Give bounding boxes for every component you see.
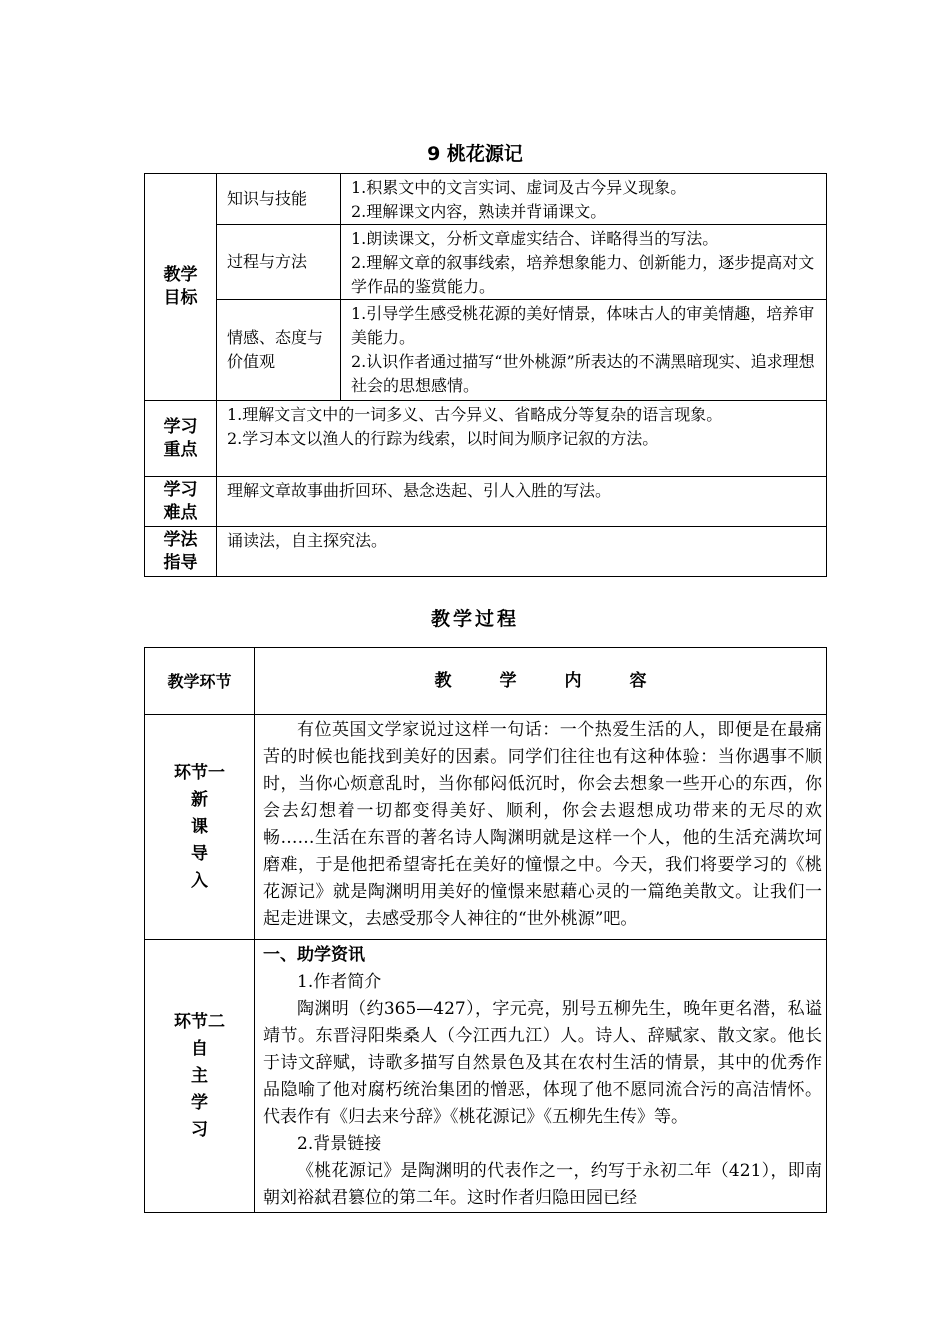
method-content: 诵读法，自主探究法。 xyxy=(217,527,827,577)
col-header-stage: 教学环节 xyxy=(145,648,255,715)
stage-label: 环节二 自 主 学 习 xyxy=(145,940,255,1213)
goal-items: 1.引导学生感受桃花源的美好情景，体味古人的审美情趣，培养审美能力。 2.认识作者通过描写“世外桃源”所表达的不满黑暗现实、追求理想社会的思想感情。 xyxy=(341,300,827,401)
goals-label: 教学 目标 xyxy=(145,174,217,401)
goal-category: 情感、态度与价值观 xyxy=(217,300,341,401)
stage-content: 有位英国文学家说过这样一句话：一个热爱生活的人，即便是在最痛苦的时候也能找到美好的因素。同学们往往也有这种体验：当你遇事不顺时，当你心烦意乱时，当你郁闷低沉时，你会去想象一些开心的东西，你会去幻想着一切都变得美好、顺利，你会去遐想成功带来的无尽的欢畅……生活在东晋的著名诗人陶渊明就是这样一个人，他的生活充满坎坷磨难，于是他把希望寄托在美好的憧憬之中。今天，我们将要学习的《桃花源记》就是陶渊明用美好的憧憬来慰藉心灵的一篇绝美散文。让我们一起走进课文，去感受那令人神往的“世外桃源”吧。 xyxy=(255,715,827,940)
difficulty-label: 学习 难点 xyxy=(145,477,217,527)
objectives-table xyxy=(144,173,827,577)
focus-content: 1.理解文言文中的一词多义、古今异义、省略成分等复杂的语言现象。 2.学习本文以渔人的行踪为线索，以时间为顺序记叙的方法。 xyxy=(217,401,827,477)
goal-items: 1.朗读课文，分析文章虚实结合、详略得当的写法。 2.理解文章的叙事线索，培养想象能力、创新能力，逐步提高对文学作品的鉴赏能力。 xyxy=(341,225,827,300)
goal-category: 过程与方法 xyxy=(217,225,341,300)
process-title: 教学过程 xyxy=(430,608,519,630)
col-header-content: 教 学 内 容 xyxy=(255,648,827,715)
stage-label: 环节一 新 课 导 入 xyxy=(145,715,255,940)
goal-items: 1.积累文中的文言实词、虚词及古今异义现象。 2.理解课文内容，熟读并背诵课文。 xyxy=(341,174,827,225)
process-table xyxy=(144,647,827,1213)
focus-label: 学习 重点 xyxy=(145,401,217,477)
goal-category: 知识与技能 xyxy=(217,174,341,225)
page-title: 9 桃花源记 xyxy=(427,143,523,165)
stage-content: 一、助学资讯 1.作者简介 陶渊明（约365—427），字元亮，别号五柳先生，晚年更名潜，私谥靖节。东晋浔阳柴桑人（今江西九江）人。诗人、辞赋家、散文家。他长于诗文辞赋，诗歌多描写自然景色及其在农村生活的情景，其中的优秀作品隐喻了他对腐朽统治集团的憎恶，体现了他不愿同流合污的高洁情怀。代表作有《归去来兮辞》《桃花源记》《五柳先生传》等。 2.背景链接 《桃花源记》是陶渊明的代表作之一，约写于永初二年（421），即南朝刘裕弑君篡位的第二年。这时作者归隐田园已经 xyxy=(255,940,827,1213)
method-label: 学法 指导 xyxy=(145,527,217,577)
difficulty-content: 理解文章故事曲折回环、悬念迭起、引人入胜的写法。 xyxy=(217,477,827,527)
